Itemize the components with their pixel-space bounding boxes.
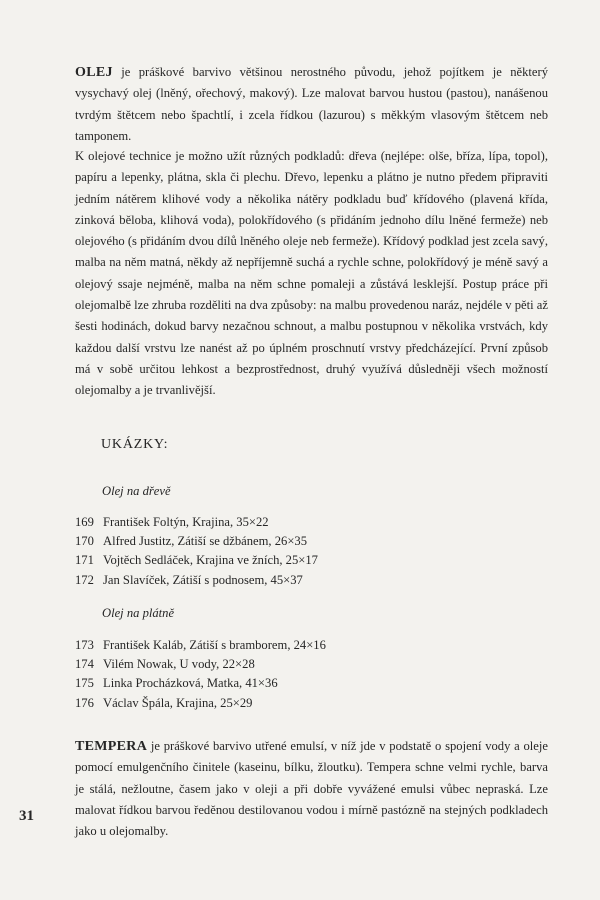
- olej-techniques-paragraph: K olejové technice je možno užít různých podkladů: dřeva (nejlépe: olše, bříza, lípa, topol), papíru a lepenky, plátna, skla či plechu. Dřevo, lepenku a plátno je nutno předem připraviti jedním nátěrem klihové vody a několika nátěry podkladu buď křídového (plavená křída, zinková běloba, klihová voda), polokřídového (s přidáním jednoho dílu lněné fermeže) neb olejového (s přidáním dvou dílů lněného oleje neb fermeže). Křídový podklad jest zcela savý, malba na něm matná, někdy až nepříjemně suchá a rychle schne, polokřídový je méně savý a olejový ssaje nejméně, malba na něm schne pomaleji a zůstává lesklejší. Postup práce při olejomalbě lze zhruba rozděliti na dva způsoby: na malbu provedenou naráz, nejdéle v pěti až šesti hodinách, dokud barvy nezačnou schnout, a malbu postupnou v několika vrstvách, kdy každou další vrstvu lze nanést až po úplném proschnutí vrstvy předcházející. První způsob má v sobě určitou lehkost a bezprostřednost, druhý využívá důsledněji všech možností olejomalby a je trvanlivější.: [75, 149, 548, 398]
- tempera-term: TEMPERA: [75, 739, 148, 754]
- list-item: [75, 513, 318, 532]
- item-text: Alfred Justitz, Zátiší se džbánem, 26×35: [103, 534, 308, 549]
- item-text: Vilém Nowak, U vody, 22×28: [103, 657, 255, 672]
- olej-paragraph: [75, 62, 548, 147]
- list-item: [75, 551, 318, 570]
- tempera-paragraph: [75, 736, 548, 842]
- item-text: Linka Procházková, Matka, 41×36: [103, 676, 278, 691]
- list-item: [75, 532, 318, 551]
- examples-heading: UKÁZKY:: [101, 437, 169, 452]
- item-text: Vojtěch Sedláček, Krajina ve žních, 25×17: [103, 553, 318, 568]
- tempera-paragraph-text: je práškové barvivo utřené emulsí, v níž jde v podstatě o spojení vody a oleje pomocí emulgenčního činitele (kaseinu, bílku, žloutku). Tempera schne velmi rychle, barva je stálá, nežloutne, časem jako v oleji a při dobře vyvážené emulsi vůbec nepraská. Lze malovat řídkou barvou ředěnou destilovanou vodou i mírně pastózně na stejných podkladech jako u olejomalby.: [75, 739, 548, 839]
- item-number: 171: [75, 553, 94, 568]
- list-item: [75, 674, 326, 693]
- examples-group-title-wood: Olej na dřevě: [102, 484, 171, 498]
- item-number: 169: [75, 515, 94, 529]
- examples-list-wood: [75, 513, 318, 590]
- item-text: Jan Slavíček, Zátiší s podnosem, 45×37: [103, 572, 303, 587]
- item-number: 175: [75, 676, 94, 691]
- list-item: [75, 636, 326, 655]
- list-item: [75, 655, 326, 674]
- item-number: 176: [75, 695, 94, 710]
- list-item: [75, 571, 318, 590]
- olej-paragraph-text: je práškové barvivo většinou nerostného původu, jehož pojítkem je některý vysychavý olej (lněný, ořechový, makový). Lze malovat barvou hustou (pastou), nanášenou tvrdým štětcem nebo špachtlí, i zcela řídkou (lazurou) s měkkým vlasovým štětcem neb tamponem.: [75, 65, 548, 143]
- item-number: 170: [75, 534, 94, 549]
- item-number: 173: [75, 638, 94, 652]
- item-text: František Foltýn, Krajina, 35×22: [103, 515, 269, 529]
- examples-list-canvas: [75, 636, 326, 713]
- item-text: Václav Špála, Krajina, 25×29: [103, 695, 253, 710]
- examples-group-title-canvas: Olej na plátně: [102, 606, 175, 620]
- item-text: František Kaláb, Zátiší s bramborem, 24×16: [103, 638, 326, 652]
- list-item: [75, 694, 326, 713]
- item-number: 174: [75, 657, 94, 672]
- olej-term: OLEJ: [75, 65, 113, 80]
- page-number: 31: [19, 808, 34, 824]
- item-number: 172: [75, 572, 94, 587]
